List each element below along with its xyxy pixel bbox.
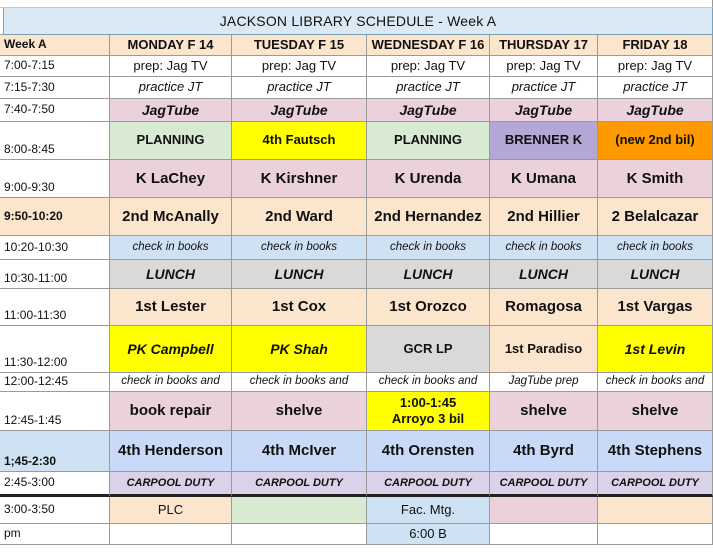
schedule-cell-thursday: LUNCH	[490, 260, 598, 289]
schedule-cell-friday: 2 Belalcazar	[598, 198, 713, 236]
schedule-cell-tuesday: JagTube	[232, 99, 367, 122]
time-slot: 1;45-2:30	[0, 431, 110, 472]
schedule-cell-wednesday: Fac. Mtg.	[367, 497, 490, 524]
time-slot: 7:00-7:15	[0, 56, 110, 77]
schedule-cell-thursday: prep: Jag TV	[490, 56, 598, 77]
schedule-cell-tuesday: 1st Cox	[232, 289, 367, 326]
schedule-cell-monday: PLANNING	[110, 122, 232, 160]
schedule-cell-thursday	[490, 524, 598, 545]
schedule-cell-wednesday: check in books	[367, 236, 490, 260]
schedule-cell-friday	[598, 524, 713, 545]
schedule-cell-thursday: JagTube	[490, 99, 598, 122]
schedule-cell-tuesday: shelve	[232, 392, 367, 431]
schedule-cell-thursday: 1st Paradiso	[490, 326, 598, 373]
schedule-cell-wednesday: 6:00 B	[367, 524, 490, 545]
time-slot: 11:30-12:00	[0, 326, 110, 373]
time-slot: 9:50-10:20	[0, 198, 110, 236]
schedule-cell-tuesday: 4th Fautsch	[232, 122, 367, 160]
schedule-cell-friday: LUNCH	[598, 260, 713, 289]
time-slot: 9:00-9:30	[0, 160, 110, 198]
schedule-cell-wednesday: CARPOOL DUTY	[367, 472, 490, 497]
time-slot: 7:40-7:50	[0, 99, 110, 122]
schedule-cell-thursday: practice JT	[490, 77, 598, 99]
time-slot: pm	[0, 524, 110, 545]
schedule-cell-wednesday: 2nd Hernandez	[367, 198, 490, 236]
schedule-cell-friday: check in books	[598, 236, 713, 260]
schedule-cell-wednesday: LUNCH	[367, 260, 490, 289]
schedule-cell-thursday: shelve	[490, 392, 598, 431]
schedule-cell-wednesday: prep: Jag TV	[367, 56, 490, 77]
schedule-cell-tuesday: PK Shah	[232, 326, 367, 373]
schedule-cell-tuesday	[232, 524, 367, 545]
schedule-cell-monday: check in books	[110, 236, 232, 260]
schedule-cell-friday: CARPOOL DUTY	[598, 472, 713, 497]
schedule-cell-tuesday: K Kirshner	[232, 160, 367, 198]
schedule-cell-wednesday: K Urenda	[367, 160, 490, 198]
schedule-cell-monday: PLC	[110, 497, 232, 524]
schedule-cell-tuesday: 4th McIver	[232, 431, 367, 472]
schedule-cell-tuesday: 2nd Ward	[232, 198, 367, 236]
schedule-cell-tuesday: CARPOOL DUTY	[232, 472, 367, 497]
header-monday: MONDAY F 14	[110, 35, 232, 56]
time-slot: 11:00-11:30	[0, 289, 110, 326]
header-thursday: THURSDAY 17	[490, 35, 598, 56]
schedule-cell-friday: (new 2nd bil)	[598, 122, 713, 160]
schedule-cell-wednesday: practice JT	[367, 77, 490, 99]
schedule-cell-wednesday: check in books and	[367, 373, 490, 392]
schedule-cell-thursday: 4th Byrd	[490, 431, 598, 472]
schedule-cell-thursday	[490, 497, 598, 524]
schedule-cell-monday: JagTube	[110, 99, 232, 122]
schedule-cell-monday: LUNCH	[110, 260, 232, 289]
schedule-cell-thursday: check in books	[490, 236, 598, 260]
schedule-cell-monday	[110, 524, 232, 545]
schedule-cell-thursday: CARPOOL DUTY	[490, 472, 598, 497]
schedule-cell-monday: check in books and	[110, 373, 232, 392]
schedule-cell-thursday: Romagosa	[490, 289, 598, 326]
header-week: Week A	[0, 35, 110, 56]
top-strip	[0, 0, 713, 8]
schedule-cell-wednesday: PLANNING	[367, 122, 490, 160]
schedule-cell-tuesday: prep: Jag TV	[232, 56, 367, 77]
schedule-cell-wednesday: 4th Orensten	[367, 431, 490, 472]
title-left-gap	[0, 8, 4, 35]
schedule-cell-tuesday: check in books and	[232, 373, 367, 392]
header-friday: FRIDAY 18	[598, 35, 713, 56]
schedule-cell-friday: practice JT	[598, 77, 713, 99]
schedule-cell-friday: K Smith	[598, 160, 713, 198]
schedule-cell-thursday: BRENNER K	[490, 122, 598, 160]
schedule-cell-thursday: JagTube prep	[490, 373, 598, 392]
time-slot: 8:00-8:45	[0, 122, 110, 160]
schedule-cell-friday: prep: Jag TV	[598, 56, 713, 77]
schedule-cell-friday: 4th Stephens	[598, 431, 713, 472]
time-slot: 3:00-3:50	[0, 497, 110, 524]
schedule-cell-friday: JagTube	[598, 99, 713, 122]
schedule-cell-tuesday: practice JT	[232, 77, 367, 99]
header-wednesday: WEDNESDAY F 16	[367, 35, 490, 56]
schedule-cell-monday: K LaChey	[110, 160, 232, 198]
schedule-cell-thursday: K Umana	[490, 160, 598, 198]
schedule-cell-monday: CARPOOL DUTY	[110, 472, 232, 497]
schedule-cell-monday: 4th Henderson	[110, 431, 232, 472]
time-slot: 2:45-3:00	[0, 472, 110, 497]
schedule-cell-monday: prep: Jag TV	[110, 56, 232, 77]
schedule-cell-tuesday	[232, 497, 367, 524]
schedule-cell-friday: shelve	[598, 392, 713, 431]
schedule-cell-monday: 1st Lester	[110, 289, 232, 326]
schedule-cell-monday: book repair	[110, 392, 232, 431]
schedule-cell-friday	[598, 497, 713, 524]
schedule-cell-wednesday: JagTube	[367, 99, 490, 122]
schedule-cell-wednesday: 1st Orozco	[367, 289, 490, 326]
schedule-cell-thursday: 2nd Hillier	[490, 198, 598, 236]
schedule-cell-wednesday: GCR LP	[367, 326, 490, 373]
schedule-cell-friday: check in books and	[598, 373, 713, 392]
page-title: JACKSON LIBRARY SCHEDULE - Week A	[4, 8, 713, 35]
cell-line: 1:00-1:45	[399, 395, 457, 411]
schedule-cell-wednesday	[367, 392, 490, 431]
schedule-cell-tuesday: check in books	[232, 236, 367, 260]
schedule-cell-monday: 2nd McAnally	[110, 198, 232, 236]
time-slot: 12:45-1:45	[0, 392, 110, 431]
schedule-cell-friday: 1st Levin	[598, 326, 713, 373]
header-tuesday: TUESDAY F 15	[232, 35, 367, 56]
cell-line: Arroyo 3 bil	[391, 411, 465, 426]
schedule-cell-monday: PK Campbell	[110, 326, 232, 373]
time-slot: 10:20-10:30	[0, 236, 110, 260]
time-slot: 12:00-12:45	[0, 373, 110, 392]
time-slot: 10:30-11:00	[0, 260, 110, 289]
time-slot: 7:15-7:30	[0, 77, 110, 99]
schedule-cell-friday: 1st Vargas	[598, 289, 713, 326]
schedule-cell-tuesday: LUNCH	[232, 260, 367, 289]
schedule-cell-monday: practice JT	[110, 77, 232, 99]
